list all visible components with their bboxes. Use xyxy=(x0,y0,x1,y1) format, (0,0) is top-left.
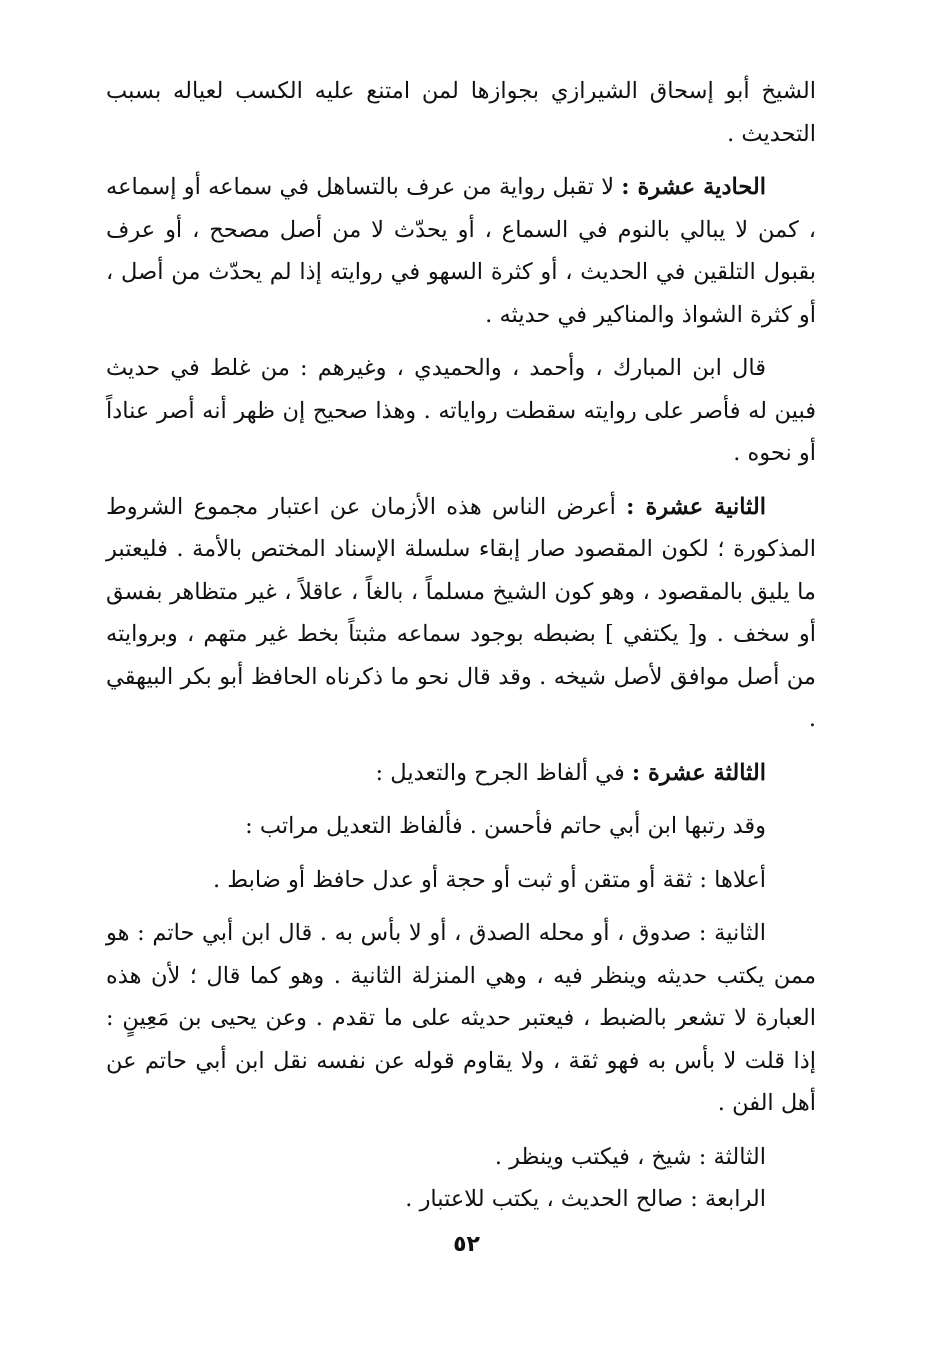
paragraph-lead: الحادية عشرة : xyxy=(621,174,766,200)
level-third: الثالثة : شيخ ، فيكتب وينظر . xyxy=(494,1143,766,1170)
paragraph-text: أعلاها : ثقة أو متقن أو ثبت أو حجة أو عدل حافظ أو ضابط . xyxy=(212,866,766,893)
paragraph-thirteenth xyxy=(106,752,816,795)
paragraph-text: وقد رتبها ابن أبي حاتم فأحسن . فألفاظ التعديل مراتب : xyxy=(245,813,766,839)
paragraph-text: أعرض الناس هذه الأزمان عن اعتبار مجموع الشروط المذكورة ؛ لكون المقصود صار إبقاء سلسلة الإسناد المختص بالأمة . فليعتبر ما يليق بالمقصود ، وهو كون الشيخ مسلماً ، بالغاً ، عاقلاً ، غير متظاهر بفسق أو سخف . و[ يكتفي ] بضبطه بوجود سماعه مثبتاً بخط غير متهم ، وبروايته من أصل موافق لأصل شيخه . وقد قال نحو ما ذكرناه الحافظ أبو بكر البيهقي . xyxy=(106,493,816,732)
paragraph-ibn-abi-hatim xyxy=(106,805,816,848)
page-number: ٥٢ xyxy=(453,1232,480,1257)
paragraph-text: في ألفاظ الجرح والتعديل : xyxy=(375,759,632,786)
paragraph-intro xyxy=(106,70,816,155)
paragraph-text: الشيخ أبو إسحاق الشيرازي بجوازها لمن امتنع عليه الكسب لعياله بسبب التحديث . xyxy=(106,78,816,147)
page-body xyxy=(106,70,816,1220)
paragraph-second-level xyxy=(106,912,816,1125)
paragraph-ibn-mubarak xyxy=(106,347,816,475)
paragraph-text: الثانية : صدوق ، أو محله الصدق ، أو لا بأس به . قال ابن أبي حاتم : هو ممن يكتب حديثه وينظر فيه ، وهي المنزلة الثانية . وهو كما قال ؛ لأن هذه العبارة لا تشعر بالضبط ، فيعتبر حديثه على ما تقدم . وعن يحيى بن مَعِينٍ : إذا قلت لا بأس به فهو ثقة ، ولا يقاوم قوله عن نفسه نقل ابن أبي حاتم عن أهل الفن . xyxy=(106,920,816,1116)
paragraph-text: قال ابن المبارك ، وأحمد ، والحميدي ، وغيرهم : من غلط في حديث فبين له فأصر على روايته سقطت رواياته . وهذا صحيح إن ظهر أنه أصر عناداً أو نحوه . xyxy=(106,355,816,466)
levels-list xyxy=(106,1136,816,1220)
paragraph-lead: الثالثة عشرة : xyxy=(631,759,766,786)
paragraph-lead: الثانية عشرة : xyxy=(626,493,767,520)
paragraph-highest-level xyxy=(106,859,816,902)
paragraph-eleventh xyxy=(106,166,816,336)
paragraph-twelfth xyxy=(106,486,816,741)
paragraph-text: لا تقبل رواية من عرف بالتساهل في سماعه أو إسماعه ، كمن لا يبالي بالنوم في السماع ، أو يحدّث لا من أصل مصحح ، أو عرف بقبول التلقين في الحديث ، أو كثرة السهو في روايته إذا لم يحدّث من أصل ، أو كثرة الشواذ والمناكير في حديثه . xyxy=(106,174,816,328)
level-fourth: الرابعة : صالح الحديث ، يكتب للاعتبار . xyxy=(405,1185,766,1212)
